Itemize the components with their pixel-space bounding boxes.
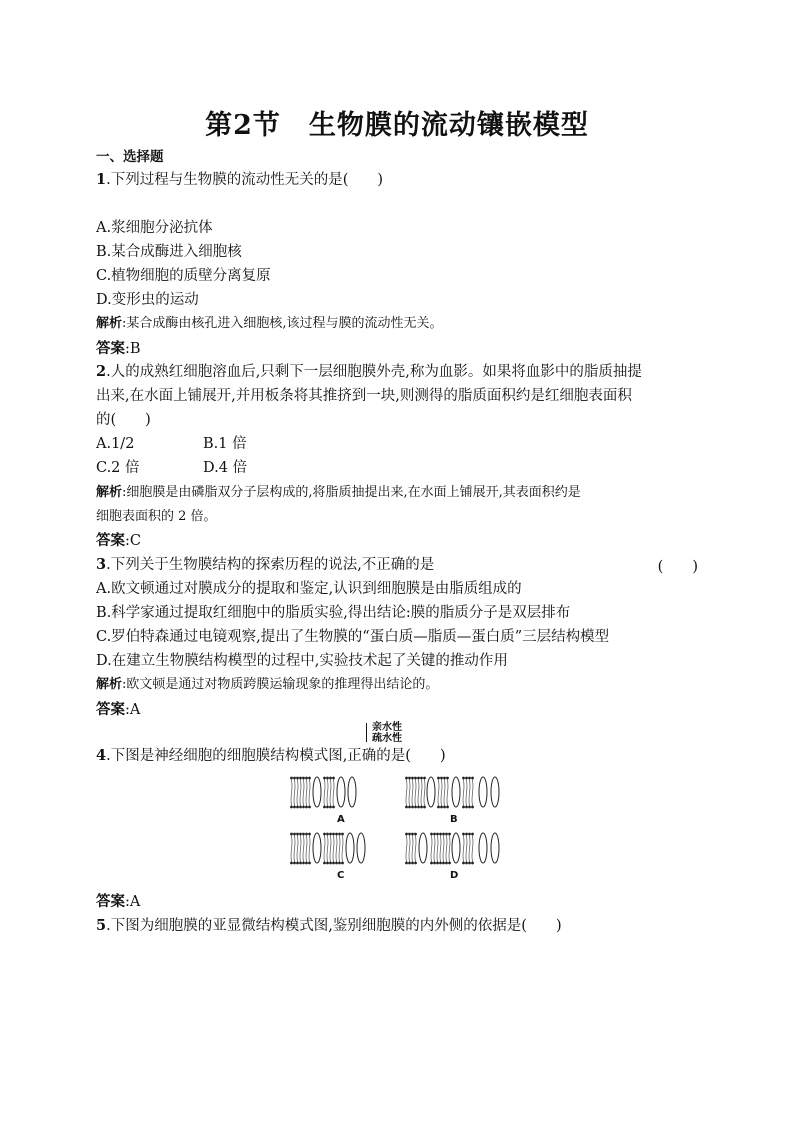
membrane-diagram-a xyxy=(290,776,506,809)
lipid-bilayer xyxy=(405,833,417,865)
question-1 xyxy=(96,170,383,190)
legend-bracket xyxy=(366,723,371,742)
lipid-bilayer xyxy=(323,777,335,809)
question-stem-line2: 出来,在水面上铺展开,并用板条将其推挤到一块,则测得的脂质面积约是红细胞表面积 xyxy=(96,388,632,404)
answer xyxy=(96,531,141,551)
explanation xyxy=(96,483,581,503)
membrane-protein xyxy=(452,777,460,807)
option-a: A.浆细胞分泌抗体 xyxy=(96,220,213,236)
membrane-protein xyxy=(346,833,354,863)
diagram-label-d: D xyxy=(450,870,459,881)
option-d: D.4 倍 xyxy=(203,460,248,476)
question-number: 1 xyxy=(96,171,107,188)
membrane-protein xyxy=(479,833,487,863)
question-stem: .下图为细胞膜的亚显微结构模式图,鉴别细胞膜的内外侧的依据是( ) xyxy=(106,918,562,934)
option-a: A.欧文顿通过对膜成分的提取和鉴定,认识到细胞膜是由脂质组成的 xyxy=(96,581,522,597)
diagram-label-b: B xyxy=(450,814,458,825)
explanation-text-line1: :细胞膜是由磷脂双分子层构成的,将脂质抽提出来,在水面上铺展开,其表面积约是 xyxy=(122,485,581,500)
explanation-text: :某合成酶由核孔进入细胞核,该过程与膜的流动性无关。 xyxy=(122,316,443,331)
membrane-protein xyxy=(348,777,356,807)
lipid-bilayer xyxy=(462,833,474,865)
diagram-legend xyxy=(372,722,402,744)
question-2 xyxy=(96,362,642,382)
answer xyxy=(96,339,141,359)
explanation-label: 解析 xyxy=(96,485,123,500)
lipid-bilayer xyxy=(437,777,449,809)
section-heading: 一、选择题 xyxy=(96,149,164,165)
lipid-bilayer xyxy=(430,833,451,865)
explanation-text: :欧文顿是通过对物质跨膜运输现象的推理得出结论的。 xyxy=(122,677,439,692)
answer-value: :B xyxy=(125,341,141,357)
question-stem: .下列过程与生物膜的流动性无关的是( ) xyxy=(106,172,384,188)
membrane-protein xyxy=(357,833,365,863)
option-c: C.2 倍 xyxy=(96,460,140,476)
diagram-label-a: A xyxy=(337,814,345,825)
explanation xyxy=(96,675,438,695)
question-number: 3 xyxy=(96,556,107,573)
question-4 xyxy=(96,746,446,766)
answer-parentheses: ( ) xyxy=(657,559,698,575)
question-3 xyxy=(96,555,434,575)
answer xyxy=(96,700,140,720)
question-number: 5 xyxy=(96,917,107,934)
membrane-protein xyxy=(491,833,499,863)
membrane-protein xyxy=(491,777,499,807)
option-b: B.某合成酶进入细胞核 xyxy=(96,244,242,260)
membrane-protein xyxy=(419,833,427,863)
explanation-text-line2: 细胞表面积的 2 倍。 xyxy=(96,509,217,524)
question-number: 4 xyxy=(96,747,107,764)
answer-value: :A xyxy=(125,894,141,910)
lipid-bilayer xyxy=(462,777,474,809)
answer-value: :A xyxy=(125,702,141,718)
page-title: 第2节 生物膜的流动镶嵌模型 xyxy=(205,110,589,141)
option-c: C.罗伯特森通过电镜观察,提出了生物膜的“蛋白质—脂质—蛋白质”三层结构模型 xyxy=(96,629,610,645)
membrane-diagram-c xyxy=(290,832,506,865)
option-a: A.1/2 xyxy=(96,436,135,452)
answer xyxy=(96,892,140,912)
answer-label: 答案 xyxy=(96,340,125,357)
option-d: D.变形虫的运动 xyxy=(96,292,199,308)
question-number: 2 xyxy=(96,363,107,380)
membrane-protein xyxy=(427,777,435,807)
option-c: C.植物细胞的质壁分离复原 xyxy=(96,268,271,284)
explanation-label: 解析 xyxy=(96,677,123,692)
legend-hydrophilic: 亲水性 xyxy=(372,722,402,733)
option-row-1 xyxy=(96,434,134,454)
membrane-protein xyxy=(479,777,487,807)
lipid-bilayer xyxy=(290,777,311,809)
explanation xyxy=(96,314,443,334)
answer-value: :C xyxy=(125,533,141,549)
question-stem: .下图是神经细胞的细胞膜结构模式图,正确的是( ) xyxy=(106,748,446,764)
question-stem-line1: .人的成熟红细胞溶血后,只剩下一层细胞膜外壳,称为血影。如果将血影中的脂质抽提 xyxy=(106,364,642,380)
question-5 xyxy=(96,916,562,936)
question-stem-line3: 的( ) xyxy=(96,412,151,428)
lipid-bilayer xyxy=(290,833,311,865)
legend-hydrophobic: 疏水性 xyxy=(372,733,402,744)
membrane-protein xyxy=(337,777,345,807)
lipid-bilayer xyxy=(405,777,426,809)
membrane-protein xyxy=(313,777,321,807)
option-b: B.科学家通过提取红细胞中的脂质实验,得出结论:膜的脂质分子是双层排布 xyxy=(96,605,571,621)
answer-label: 答案 xyxy=(96,893,125,910)
option-b: B.1 倍 xyxy=(203,436,247,452)
answer-label: 答案 xyxy=(96,701,125,718)
question-stem: .下列关于生物膜结构的探索历程的说法,不正确的是 xyxy=(106,557,435,573)
membrane-protein xyxy=(452,833,460,863)
answer-label: 答案 xyxy=(96,532,125,549)
explanation-label: 解析 xyxy=(96,316,123,331)
lipid-bilayer xyxy=(323,833,344,865)
membrane-protein xyxy=(313,833,321,863)
diagram-label-c: C xyxy=(337,870,345,881)
option-d: D.在建立生物膜结构模型的过程中,实验技术起了关键的推动作用 xyxy=(96,653,508,669)
